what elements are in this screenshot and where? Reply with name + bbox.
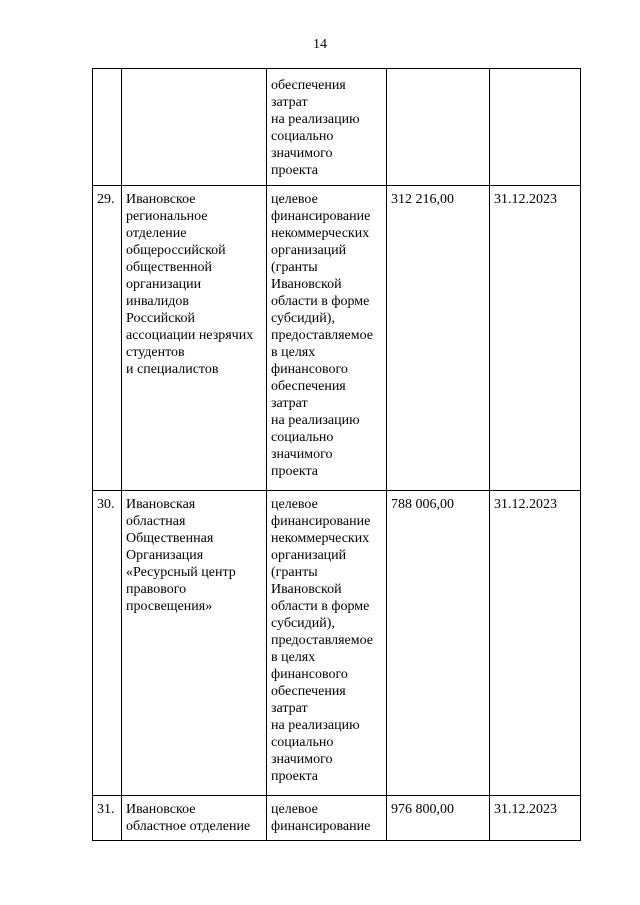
- text-line: затрат: [271, 701, 308, 716]
- text-line: целевое: [271, 802, 318, 817]
- text-line: финансового: [271, 667, 348, 682]
- text-line: общероссийской: [126, 243, 226, 258]
- text-line: социально: [271, 129, 334, 144]
- organization-cell: [122, 69, 267, 186]
- date-cell: 31.12.2023: [490, 186, 581, 491]
- organization-cell: [122, 186, 267, 491]
- text-line: обеспечения: [271, 379, 346, 394]
- text-line: на реализацию: [271, 718, 360, 733]
- grants-table-body: [93, 69, 581, 841]
- date-cell: 31.12.2023: [490, 491, 581, 796]
- purpose-cell: [267, 186, 387, 491]
- date-cell: [490, 69, 581, 186]
- text-line: финансирование: [271, 209, 371, 224]
- date-cell: 31.12.2023: [490, 796, 581, 841]
- text-line: проекта: [271, 163, 318, 178]
- page-number: 14: [313, 37, 327, 52]
- text-line: Ивановской: [271, 582, 342, 597]
- amount-cell: 788 006,00: [387, 491, 490, 796]
- text-line: обеспечения: [271, 78, 346, 93]
- text-line: просвещения»: [126, 599, 213, 614]
- table-row: [93, 186, 581, 491]
- text-line: «Ресурсный центр: [126, 565, 236, 580]
- organization-cell: [122, 491, 267, 796]
- text-line: областная: [126, 514, 186, 529]
- text-line: целевое: [271, 192, 318, 207]
- text-line: некоммерческих: [271, 531, 370, 546]
- text-line: Ивановское: [126, 192, 196, 207]
- text-line: финансирование: [271, 514, 371, 529]
- row-number-cell: [93, 69, 122, 186]
- text-line: значимого: [271, 752, 333, 767]
- text-line: предоставляемое: [271, 328, 374, 343]
- text-line: субсидий),: [271, 311, 335, 326]
- text-line: субсидий),: [271, 616, 335, 631]
- text-line: в целях: [271, 345, 316, 360]
- text-line: Ивановское: [126, 802, 196, 817]
- table-row: [93, 69, 581, 186]
- text-line: значимого: [271, 146, 333, 161]
- text-line: затрат: [271, 95, 308, 110]
- row-number-cell: 31.: [93, 796, 122, 841]
- text-line: (гранты: [271, 565, 318, 580]
- purpose-cell: [267, 796, 387, 841]
- text-line: областное отделение: [126, 819, 251, 834]
- text-line: региональное: [126, 209, 208, 224]
- text-line: на реализацию: [271, 112, 360, 127]
- text-line: общественной: [126, 260, 213, 275]
- text-line: Ивановская: [126, 497, 196, 512]
- text-line: студентов: [126, 345, 185, 360]
- text-line: организации: [126, 277, 202, 292]
- amount-cell: 976 800,00: [387, 796, 490, 841]
- text-line: социально: [271, 735, 334, 750]
- text-line: некоммерческих: [271, 226, 370, 241]
- text-line: правового: [126, 582, 187, 597]
- text-line: организаций: [271, 548, 347, 563]
- organization-cell: [122, 796, 267, 841]
- amount-cell: 312 216,00: [387, 186, 490, 491]
- text-line: Российской: [126, 311, 195, 326]
- text-line: области в форме: [271, 294, 370, 309]
- text-line: организаций: [271, 243, 347, 258]
- text-line: ассоциации незрячих: [126, 328, 254, 343]
- text-line: обеспечения: [271, 684, 346, 699]
- row-number-cell: 30.: [93, 491, 122, 796]
- text-line: целевое: [271, 497, 318, 512]
- text-line: в целях: [271, 650, 316, 665]
- text-line: Ивановской: [271, 277, 342, 292]
- text-line: финансирование: [271, 819, 371, 834]
- table-row: [93, 796, 581, 841]
- text-line: значимого: [271, 447, 333, 462]
- text-line: и специалистов: [126, 362, 219, 377]
- text-line: проекта: [271, 769, 318, 784]
- text-line: области в форме: [271, 599, 370, 614]
- purpose-cell: [267, 69, 387, 186]
- text-line: затрат: [271, 396, 308, 411]
- grants-table: [92, 68, 581, 841]
- amount-cell: [387, 69, 490, 186]
- text-line: инвалидов: [126, 294, 189, 309]
- text-line: Организация: [126, 548, 204, 563]
- text-line: проекта: [271, 464, 318, 479]
- text-line: на реализацию: [271, 413, 360, 428]
- text-line: отделение: [126, 226, 187, 241]
- purpose-cell: [267, 491, 387, 796]
- text-line: (гранты: [271, 260, 318, 275]
- text-line: Общественная: [126, 531, 214, 546]
- text-line: предоставляемое: [271, 633, 374, 648]
- row-number-cell: 29.: [93, 186, 122, 491]
- table-row: [93, 491, 581, 796]
- text-line: финансового: [271, 362, 348, 377]
- text-line: социально: [271, 430, 334, 445]
